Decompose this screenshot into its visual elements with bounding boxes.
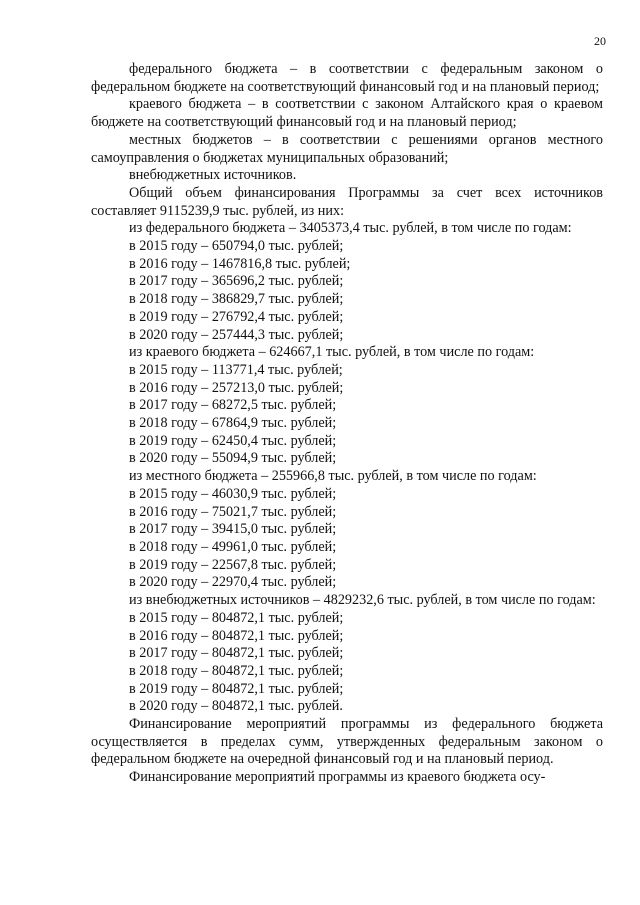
yearly-amount-line: в 2018 году – 49961,0 тыс. рублей; [129,538,337,555]
yearly-amount-line: в 2018 году – 67864,9 тыс. рублей; [129,415,337,432]
yearly-amount-line: в 2018 году – 804872,1 тыс. рублей; [129,662,344,679]
paragraph: Общий объем финансирования Программы за счет всех источников составляет 9115239,9 тыс. рублей, из них: [91,184,603,219]
paragraph: внебюджетных источников. [129,167,297,184]
yearly-amount-line: в 2018 году – 386829,7 тыс. рублей; [129,291,344,308]
yearly-amount-line: в 2015 году – 650794,0 тыс. рублей; [129,238,344,255]
yearly-amount-line: в 2016 году – 804872,1 тыс. рублей; [129,627,344,644]
yearly-amount-line: в 2016 году – 75021,7 тыс. рублей; [129,503,337,520]
paragraph: из краевого бюджета – 624667,1 тыс. рублей, в том числе по годам: [129,344,535,361]
yearly-amount-line: в 2017 году – 804872,1 тыс. рублей; [129,645,344,662]
yearly-amount-line: в 2019 году – 276792,4 тыс. рублей; [129,308,344,325]
yearly-amount-line: в 2016 году – 1467816,8 тыс. рублей; [129,255,351,272]
yearly-amount-line: в 2015 году – 804872,1 тыс. рублей; [129,609,344,626]
paragraph: из местного бюджета – 255966,8 тыс. рублей, в том числе по годам: [129,468,537,485]
yearly-amount-line: в 2020 году – 804872,1 тыс. рублей. [129,698,343,715]
paragraph: из внебюджетных источников – 4829232,6 тыс. рублей, в том числе по годам: [129,592,596,609]
paragraph: Финансирование мероприятий программы из федерального бюджета осуществляется в пределах сумм, утвержденных федеральным законом о федеральном бюджете на очередной финансовый год и на плановый период. [91,716,603,768]
page-number: 20 [594,34,606,48]
yearly-amount-line: в 2020 году – 55094,9 тыс. рублей; [129,450,337,467]
paragraph: федерального бюджета – в соответствии с федеральным законом о федеральном бюджете на соответствующий финансовый год и на плановый период; [91,61,603,95]
yearly-amount-line: в 2020 году – 22970,4 тыс. рублей; [129,574,337,591]
yearly-amount-line: в 2017 году – 39415,0 тыс. рублей; [129,521,337,538]
yearly-amount-line: в 2019 году – 804872,1 тыс. рублей; [129,680,344,697]
yearly-amount-line: в 2017 году – 68272,5 тыс. рублей; [129,397,337,414]
yearly-amount-line: в 2019 году – 22567,8 тыс. рублей; [129,556,337,573]
yearly-amount-line: в 2016 году – 257213,0 тыс. рублей; [129,379,344,396]
paragraph: из федерального бюджета – 3405373,4 тыс. рублей, в том числе по годам: [129,220,572,237]
paragraph: краевого бюджета – в соответствии с законом Алтайского края о краевом бюджете на соответствующий финансовый год и на плановый период; [91,96,603,131]
yearly-amount-line: в 2015 году – 46030,9 тыс. рублей; [129,485,337,502]
yearly-amount-line: в 2019 году – 62450,4 тыс. рублей; [129,432,337,449]
yearly-amount-line: в 2015 году – 113771,4 тыс. рублей; [129,361,343,378]
document-body [91,61,603,787]
yearly-amount-line: в 2017 году – 365696,2 тыс. рублей; [129,273,344,290]
paragraph: Финансирование мероприятий программы из краевого бюджета осу- [129,769,546,786]
yearly-amount-line: в 2020 году – 257444,3 тыс. рублей; [129,326,344,343]
paragraph: местных бюджетов – в соответствии с решениями органов местного самоуправления о бюджетах муниципальных образований; [91,131,603,166]
